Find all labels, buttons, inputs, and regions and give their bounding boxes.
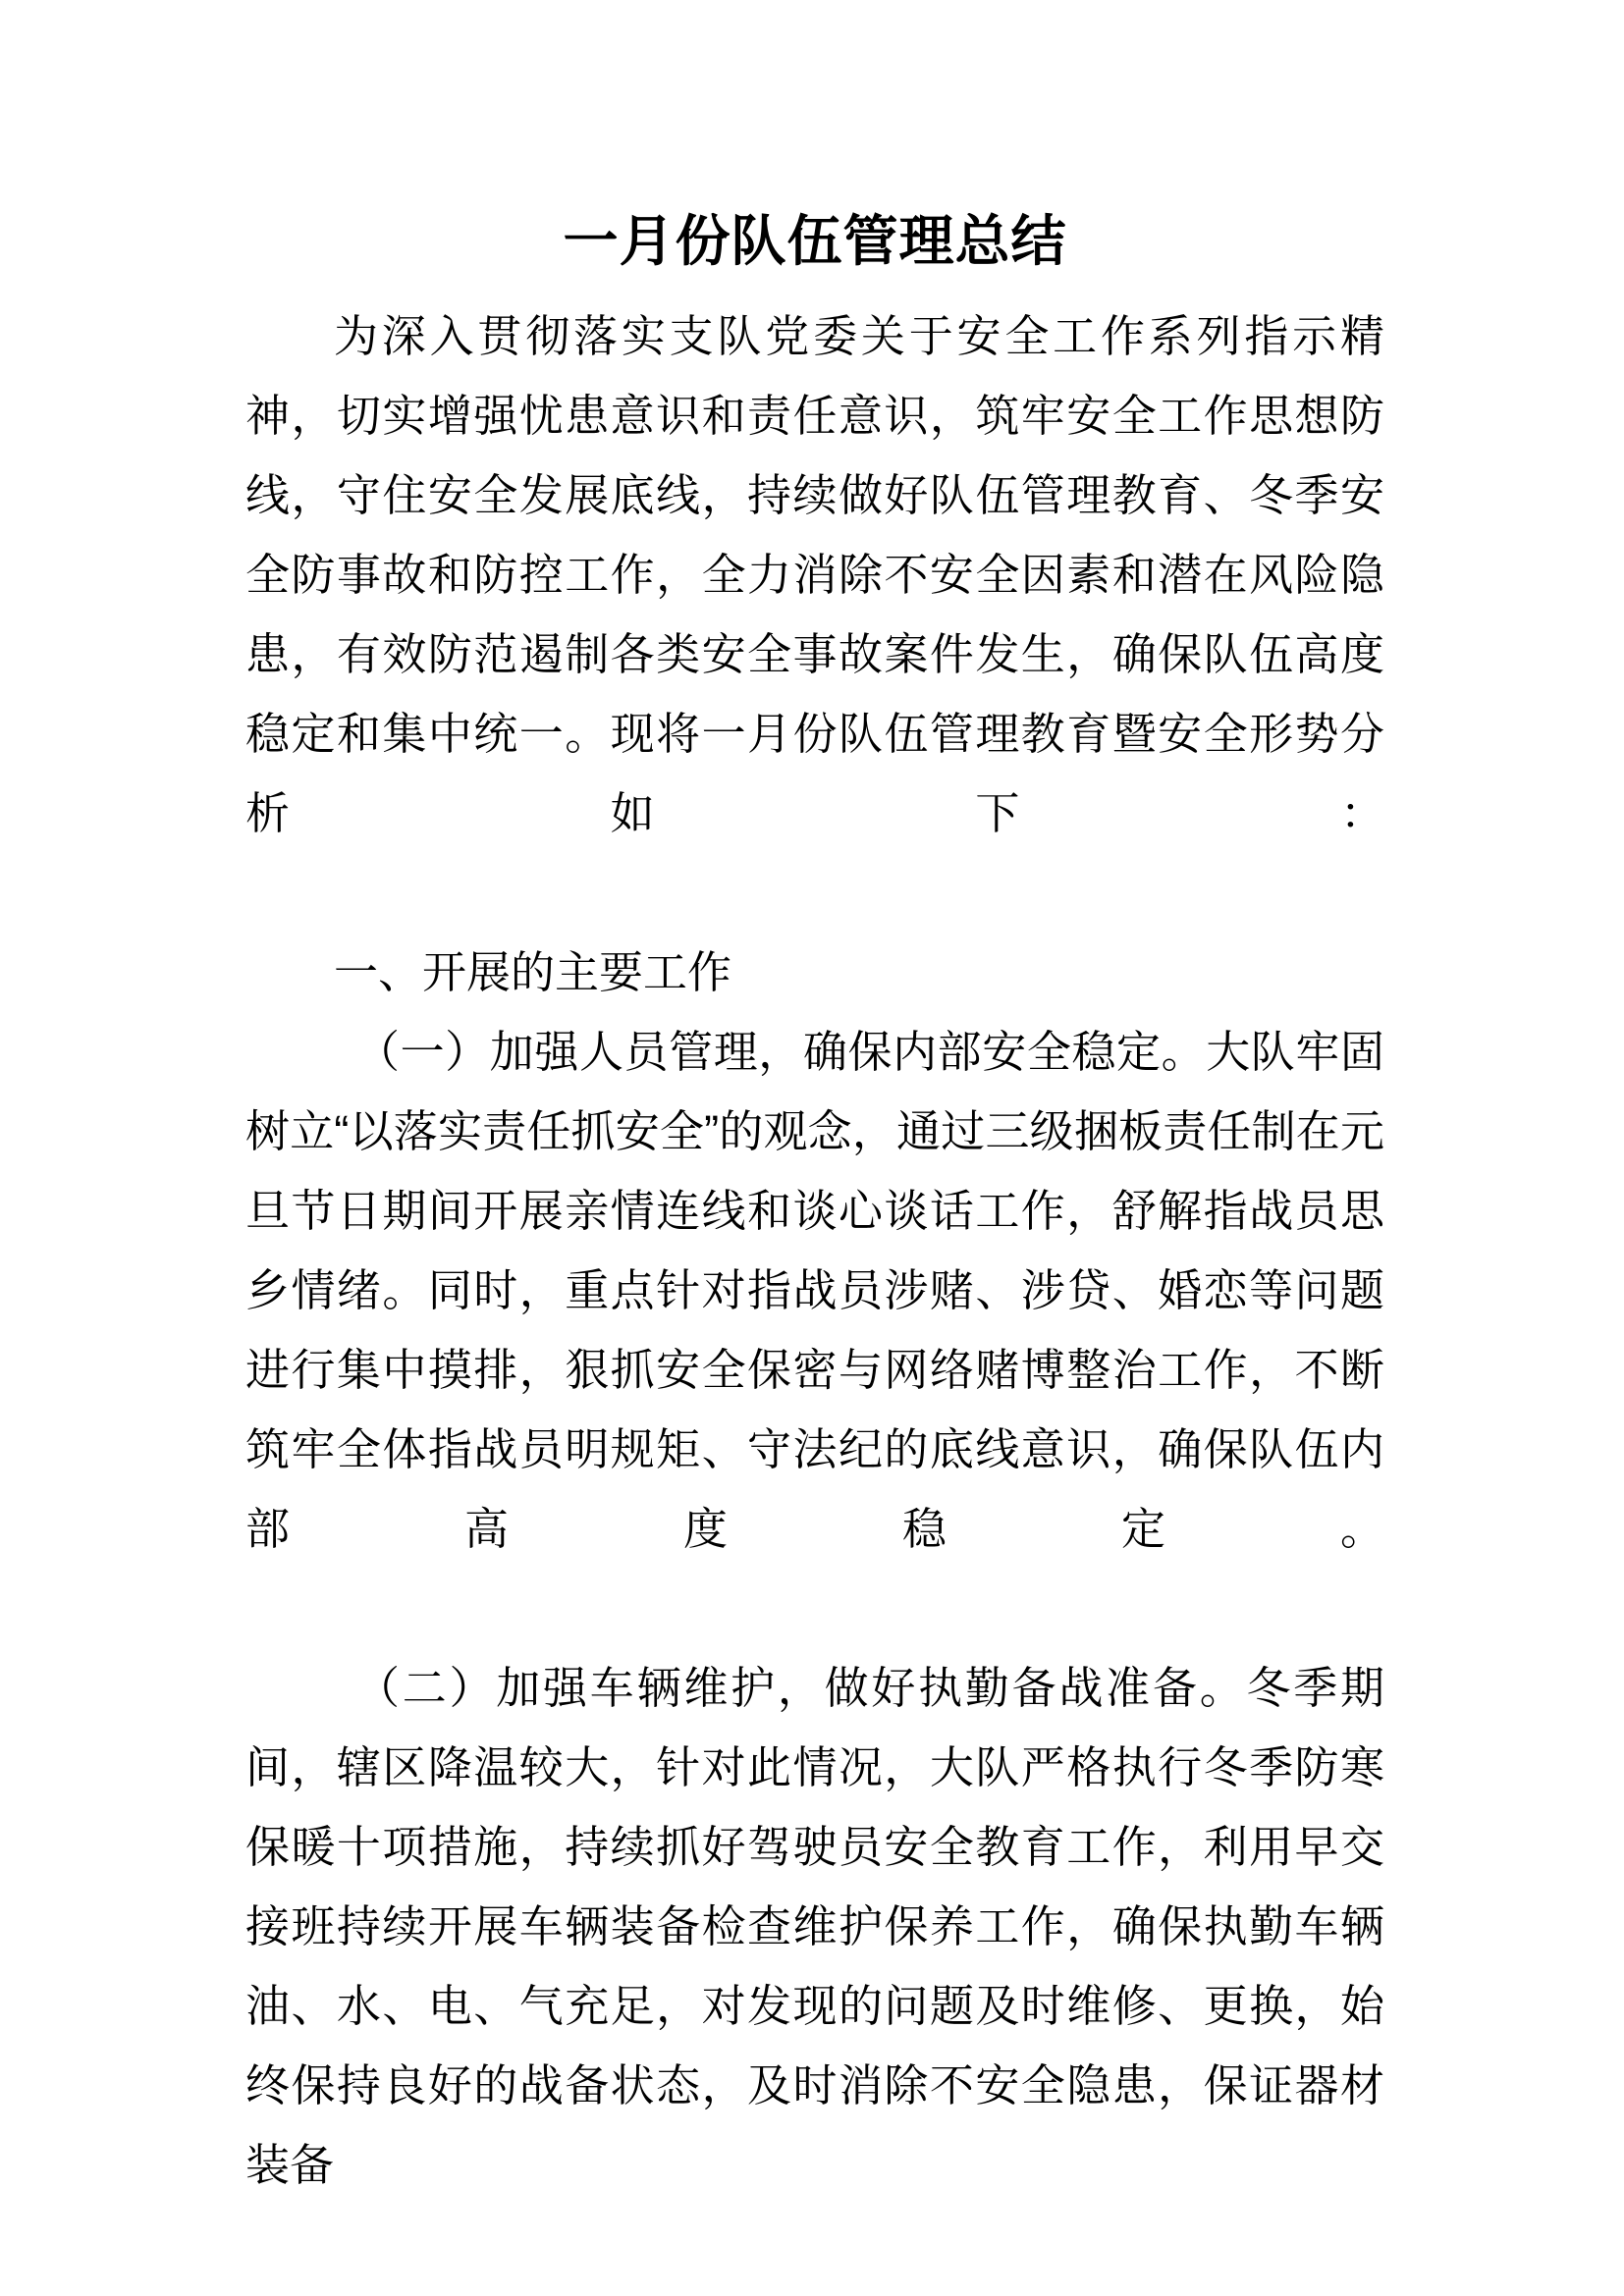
paragraph-section-one: （一）加强人员管理，确保内部安全稳定。大队牢固树立“以落实责任抓安全”的观念，通过三级捆板责任制在元旦节日期间开展亲情连线和谈心谈话工作，舒解指战员思乡情绪。同时，重点针对指战员涉赌、涉贷、婚恋等问题进行集中摸排，狠抓安全保密与网络赌博整治工作，不断筑牢全体指战员明规矩、守法纪的底线意识，确保队伍内部高度稳定。 [245, 1027, 1384, 1555]
page-title: 一月份队伍管理总结 [563, 210, 1067, 272]
paragraph-section-two: （二）加强车辆维护，做好执勤备战准备。冬季期间，辖区降温较大，针对此情况，大队严格执行冬季防寒保暖十项措施，持续抓好驾驶员安全教育工作，利用早交接班持续开展车辆装备检查维护保养工作，确保执勤车辆油、水、电、气充足，对发现的问题及时维修、更换，始终保持良好的战备状态，及时消除不安全隐患，保证器材装备 [245, 1663, 1384, 2191]
section-heading-one: 一、开展的主要工作 [334, 947, 732, 998]
paragraph-intro: 为深入贯彻落实支队党委关于安全工作系列指示精神，切实增强忧患意识和责任意识，筑牢安全工作思想防线，守住安全发展底线，持续做好队伍管理教育、冬季安全防事故和防控工作，全力消除不安全因素和潜在风险隐患，有效防范遏制各类安全事故案件发生，确保队伍高度稳定和集中统一。现将一月份队伍管理教育暨安全形势分析如下： [245, 311, 1384, 839]
document-body [245, 296, 1384, 2205]
document-content [245, 0, 1384, 2205]
